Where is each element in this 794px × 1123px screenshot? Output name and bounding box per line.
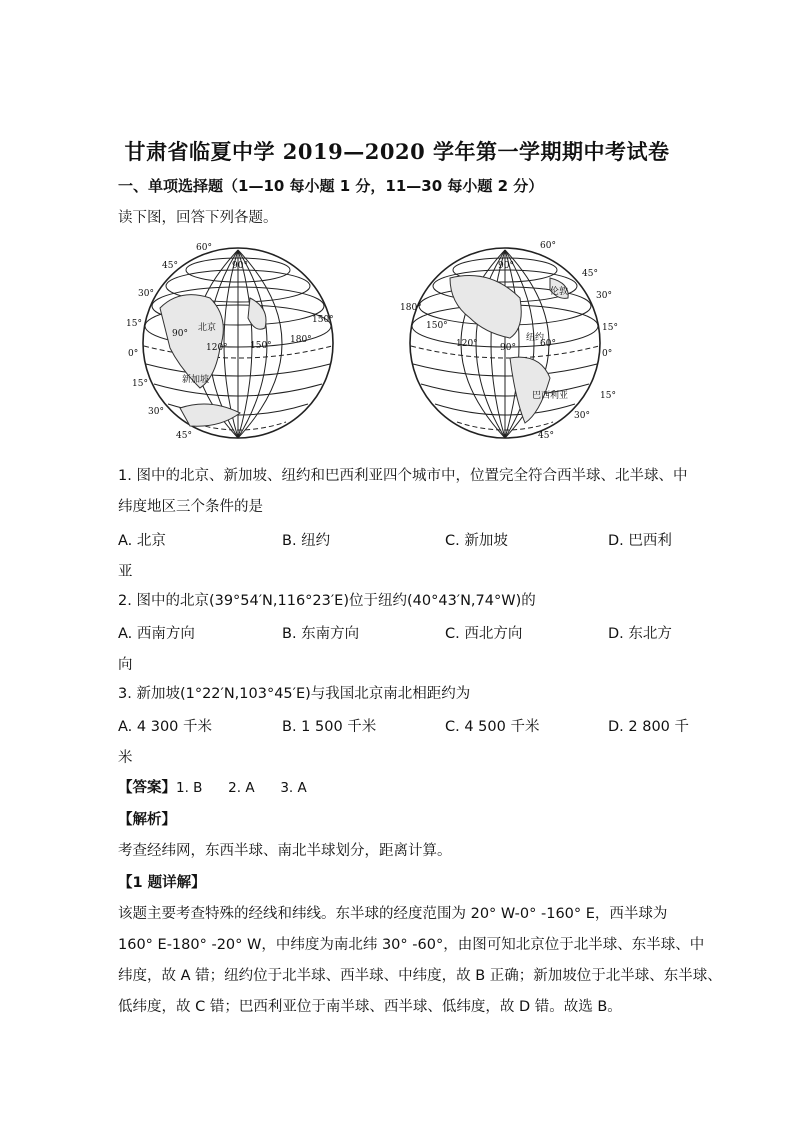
lat-label: 45°: [162, 261, 178, 271]
q2-option-b[interactable]: B. 东南方向: [282, 626, 360, 642]
globe-western-map: [390, 238, 620, 448]
globe-eastern-map: [120, 238, 350, 448]
lon-label: 120°: [456, 339, 478, 349]
lon-label: 150°: [426, 321, 448, 331]
q1-option-d[interactable]: D. 巴西利: [608, 533, 672, 549]
lat-label: 15°: [126, 319, 142, 329]
analysis-text: 考查经纬网，东西半球、南北半球划分，距离计算。: [118, 843, 452, 859]
section-heading: 一、单项选择题（1—10 每小题 1 分，11—30 每小题 2 分）: [118, 177, 544, 195]
lat-label: 30°: [596, 291, 612, 301]
q1-stem-line2: 纬度地区三个条件的是: [118, 499, 263, 515]
answer-text: 1. B 2. A 3. A: [176, 780, 307, 796]
q3-stem: 3. 新加坡(1°22′N,103°45′E)与我国北京南北相距约为: [118, 686, 471, 702]
q2-option-a[interactable]: A. 西南方向: [118, 626, 195, 642]
lat-label: 60°: [540, 241, 556, 251]
lat-label: 60°: [196, 243, 212, 253]
detail-line: 纬度，故 A 错；纽约位于北半球、西半球、中纬度，故 B 正确；新加坡位于北半球、东半球、: [118, 968, 722, 984]
lon-label: 90°: [172, 329, 188, 339]
city-newyork: 纽约: [526, 333, 545, 343]
lon-label: 180°: [290, 335, 312, 345]
lon-label: 150°: [312, 315, 334, 325]
detail-label: 【1 题详解】: [118, 875, 206, 891]
answer-label: 【答案】: [118, 780, 176, 796]
q3-option-c[interactable]: C. 4 500 千米: [445, 719, 540, 735]
lat-label: 15°: [600, 391, 616, 401]
q3-option-d[interactable]: D. 2 800 千: [608, 719, 690, 735]
lat-label: 15°: [132, 379, 148, 389]
lat-label: 0°: [602, 349, 613, 359]
pole-label: 90°: [232, 261, 248, 271]
lat-label: 15°: [602, 323, 618, 333]
lat-label: 30°: [148, 407, 164, 417]
lat-label: 45°: [538, 431, 554, 441]
lat-label: 45°: [582, 269, 598, 279]
city-singapore: 新加坡: [182, 375, 210, 385]
page-title: 甘肃省临夏中学 2019—2020 学年第一学期期中考试卷: [124, 139, 670, 164]
q2-stem: 2. 图中的北京(39°54′N,116°23′E)位于纽约(40°43′N,74°W)的: [118, 593, 536, 609]
q1-option-a[interactable]: A. 北京: [118, 533, 166, 549]
lon-label: 150°: [250, 341, 272, 351]
lat-label: 30°: [138, 289, 154, 299]
lat-label: 45°: [176, 431, 192, 441]
detail-line: 该题主要考查特殊的经线和纬线。东半球的经度范围为 20° W-0° -160° E，西半球为: [118, 906, 668, 922]
analysis-label: 【解析】: [118, 812, 176, 828]
q1-option-c[interactable]: C. 新加坡: [445, 533, 508, 549]
city-beijing: 北京: [198, 323, 217, 333]
detail-line: 160° E-180° -20° W，中纬度为南北纬 30° -60°，由图可知北京位于北半球、东半球、中: [118, 937, 705, 953]
lat-label: 30°: [574, 411, 590, 421]
q2-option-d-wrap: 向: [118, 657, 133, 673]
q2-option-c[interactable]: C. 西北方向: [445, 626, 523, 642]
intro-text: 读下图，回答下列各题。: [118, 210, 278, 226]
detail-line: 低纬度，故 C 错；巴西利亚位于南半球、西半球、低纬度，故 D 错。故选 B。: [118, 999, 622, 1015]
q1-option-b[interactable]: B. 纽约: [282, 533, 331, 549]
q2-option-d[interactable]: D. 东北方: [608, 626, 672, 642]
q1-option-d-wrap: 亚: [118, 564, 133, 580]
q3-option-b[interactable]: B. 1 500 千米: [282, 719, 377, 735]
lon-label: 120°: [206, 343, 228, 353]
lon-label: 60°: [540, 339, 556, 349]
city-brasilia: 巴西利亚: [532, 391, 569, 401]
answer-line: [118, 778, 307, 798]
lon-label: 90°: [500, 343, 516, 353]
q1-stem-line1: 1. 图中的北京、新加坡、纽约和巴西利亚四个城市中，位置完全符合西半球、北半球、中: [118, 468, 688, 484]
q3-option-d-wrap: 米: [118, 750, 133, 766]
city-london: 伦敦: [550, 287, 569, 297]
lat-label: 0°: [128, 349, 139, 359]
lon-label: 180°: [400, 303, 422, 313]
q3-option-a[interactable]: A. 4 300 千米: [118, 719, 213, 735]
pole-label: 90°: [498, 261, 514, 271]
